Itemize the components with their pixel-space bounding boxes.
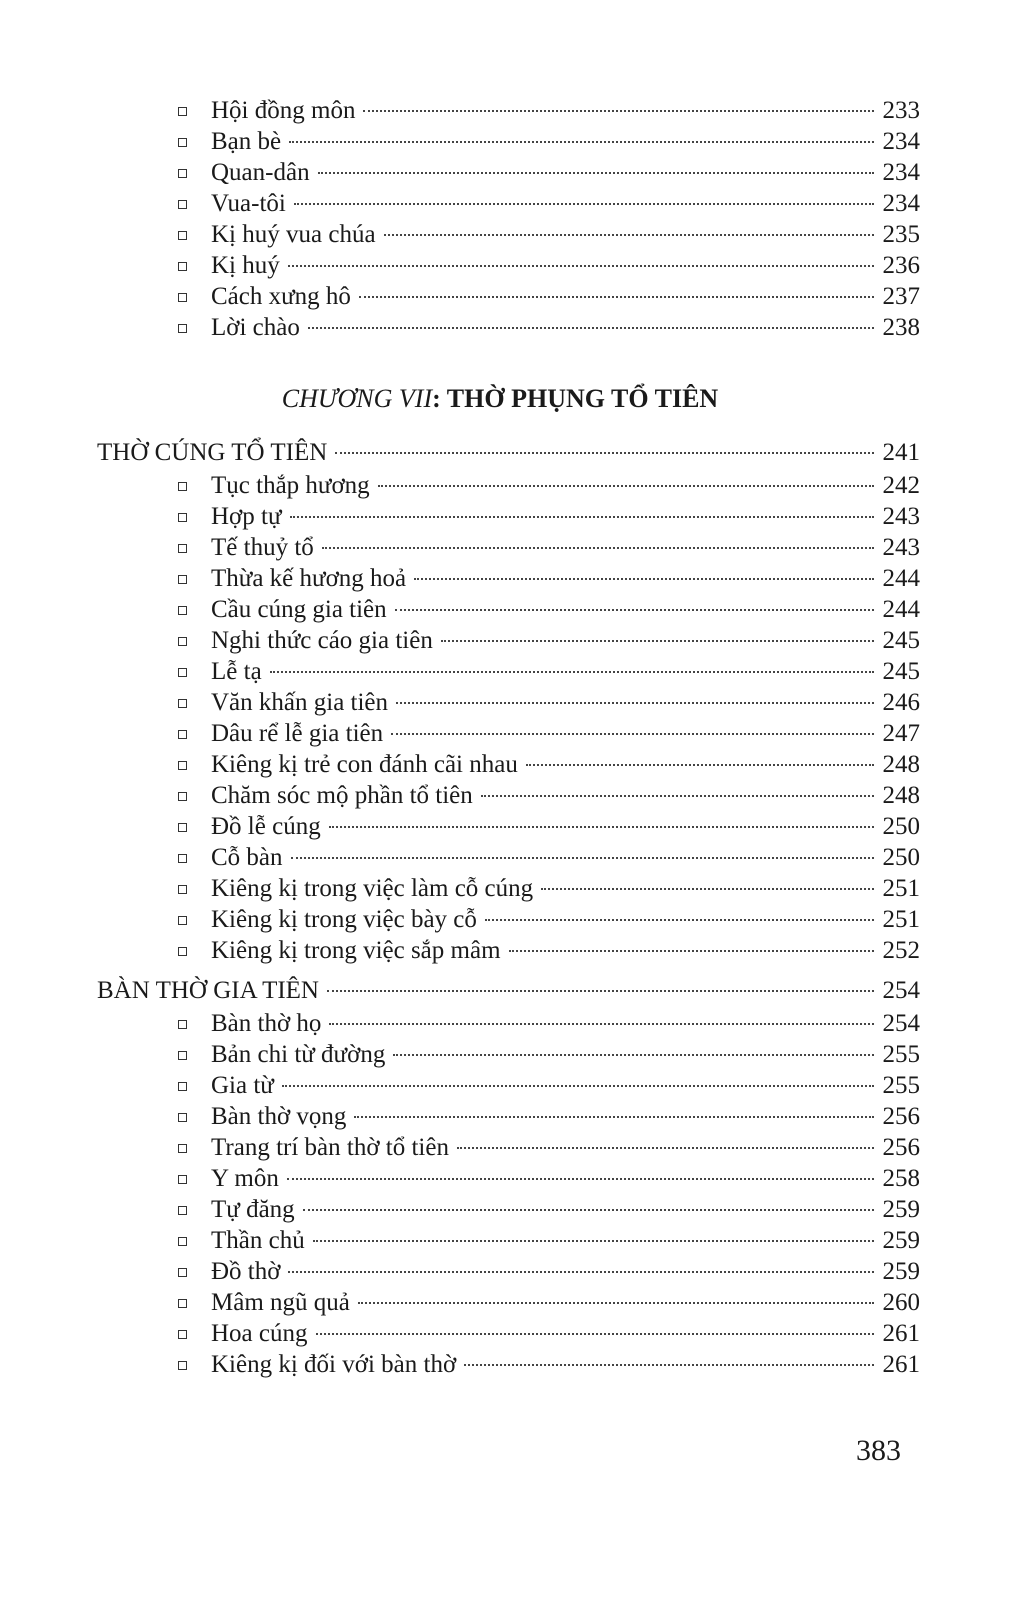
toc-entry[interactable]: Bàn thờ vọng 256 — [178, 1101, 920, 1132]
dot-leader — [313, 1240, 874, 1242]
dot-leader — [363, 110, 874, 112]
bullet-icon — [178, 107, 187, 116]
bullet-icon — [178, 1020, 187, 1029]
toc-entry[interactable]: Thừa kế hương hoả 244 — [178, 563, 920, 594]
toc-entry[interactable]: Lễ tạ 245 — [178, 656, 920, 687]
toc-entry[interactable]: Kiêng kị đối với bàn thờ 261 — [178, 1349, 920, 1380]
toc-entry[interactable]: Dâu rể lễ gia tiên 247 — [178, 718, 920, 749]
bullet-icon — [178, 200, 187, 209]
toc-entry[interactable]: Lời chào 238 — [178, 312, 920, 343]
bullet-icon — [178, 916, 187, 925]
bullet-icon — [178, 1144, 187, 1153]
toc-entry[interactable]: Văn khấn gia tiên 246 — [178, 687, 920, 718]
bullet-icon — [178, 606, 187, 615]
toc-entry[interactable]: Cách xưng hô 237 — [178, 281, 920, 312]
dot-leader — [318, 172, 874, 174]
bullet-icon — [178, 169, 187, 178]
bullet-icon — [178, 262, 187, 271]
dot-leader — [396, 702, 874, 704]
bullet-icon — [178, 1051, 187, 1060]
toc-entry[interactable]: Gia từ 255 — [178, 1070, 920, 1101]
dot-leader — [391, 733, 874, 735]
toc-entry[interactable]: Tự đăng 259 — [178, 1194, 920, 1225]
bullet-icon — [178, 324, 187, 333]
toc-entry[interactable]: Hợp tự 243 — [178, 501, 920, 532]
bullet-icon — [178, 730, 187, 739]
bullet-icon — [178, 1299, 187, 1308]
bullet-icon — [178, 138, 187, 147]
toc-entry[interactable]: Thần chủ 259 — [178, 1225, 920, 1256]
dot-leader — [329, 1023, 874, 1025]
dot-leader — [393, 1054, 874, 1056]
dot-leader — [384, 234, 874, 236]
toc-section-heading[interactable]: BÀN THỜ GIA TIÊN 254 — [97, 977, 920, 1004]
bullet-icon — [178, 513, 187, 522]
toc-entry[interactable]: Bản chi từ đường 255 — [178, 1039, 920, 1070]
toc-entry[interactable]: Kiêng kị trong việc làm cỗ cúng 251 — [178, 873, 920, 904]
dot-leader — [282, 1085, 874, 1087]
chapter-separator: : — [432, 384, 441, 413]
toc-entry[interactable]: Kị huý 236 — [178, 250, 920, 281]
toc-entry[interactable]: Vua-tôi 234 — [178, 188, 920, 219]
dot-leader — [335, 452, 874, 454]
toc-entry[interactable]: Cỗ bàn 250 — [178, 842, 920, 873]
dot-leader — [541, 888, 874, 890]
bullet-icon — [178, 1175, 187, 1184]
dot-leader — [316, 1333, 875, 1335]
bullet-icon — [178, 885, 187, 894]
dot-leader — [359, 296, 874, 298]
dot-leader — [509, 950, 874, 952]
toc-entry[interactable]: Kiêng kị trong việc sắp mâm 252 — [178, 935, 920, 966]
toc-entry[interactable]: Hội đồng môn 233 — [178, 95, 920, 126]
dot-leader — [270, 671, 874, 673]
dot-leader — [464, 1364, 874, 1366]
dot-leader — [294, 203, 874, 205]
dot-leader — [322, 547, 874, 549]
chapter-heading — [0, 382, 1000, 416]
bullet-icon — [178, 668, 187, 677]
dot-leader — [395, 609, 874, 611]
toc-entry[interactable]: Chăm sóc mộ phần tổ tiên 248 — [178, 780, 920, 811]
toc-entry[interactable]: Mâm ngũ quả 260 — [178, 1287, 920, 1318]
dot-leader — [308, 327, 874, 329]
dot-leader — [354, 1116, 874, 1118]
toc-entry[interactable]: Y môn 258 — [178, 1163, 920, 1194]
toc-entry[interactable]: Kiêng kị trong việc bày cỗ 251 — [178, 904, 920, 935]
toc-entry[interactable]: Cầu cúng gia tiên 244 — [178, 594, 920, 625]
toc-entry[interactable]: Tục thắp hương 242 — [178, 470, 920, 501]
chapter-title: THỜ PHỤNG TỔ TIÊN — [440, 384, 719, 413]
dot-leader — [289, 141, 874, 143]
bullet-icon — [178, 1268, 187, 1277]
bullet-icon — [178, 1330, 187, 1339]
bullet-icon — [178, 482, 187, 491]
toc-entry[interactable]: Hoa cúng 261 — [178, 1318, 920, 1349]
dot-leader — [329, 826, 874, 828]
bullet-icon — [178, 575, 187, 584]
bullet-icon — [178, 231, 187, 240]
bullet-icon — [178, 761, 187, 770]
page-number: 383 — [856, 1434, 901, 1467]
bullet-icon — [178, 792, 187, 801]
dot-leader — [290, 516, 874, 518]
toc-entry[interactable]: Đồ lễ cúng 250 — [178, 811, 920, 842]
toc-section-heading[interactable]: THỜ CÚNG TỔ TIÊN 241 — [97, 439, 920, 466]
dot-leader — [291, 857, 874, 859]
dot-leader — [287, 1178, 874, 1180]
toc-entry[interactable]: Nghi thức cáo gia tiên 245 — [178, 625, 920, 656]
toc-entry[interactable]: Bạn bè 234 — [178, 126, 920, 157]
toc-entry[interactable]: Bàn thờ họ 254 — [178, 1008, 920, 1039]
dot-leader — [288, 265, 874, 267]
bullet-icon — [178, 823, 187, 832]
toc-entry[interactable]: Quan-dân 234 — [178, 157, 920, 188]
toc-entry[interactable]: Đồ thờ 259 — [178, 1256, 920, 1287]
toc-entry[interactable]: Trang trí bàn thờ tổ tiên 256 — [178, 1132, 920, 1163]
bullet-icon — [178, 854, 187, 863]
chapter-label: CHƯƠNG VII — [281, 384, 433, 413]
toc-entry[interactable]: Kiêng kị trẻ con đánh cãi nhau 248 — [178, 749, 920, 780]
dot-leader — [288, 1271, 874, 1273]
dot-leader — [481, 795, 874, 797]
bullet-icon — [178, 1361, 187, 1370]
bullet-icon — [178, 699, 187, 708]
dot-leader — [327, 990, 874, 992]
dot-leader — [485, 919, 874, 921]
bullet-icon — [178, 544, 187, 553]
dot-leader — [441, 640, 874, 642]
toc-entry[interactable]: Kị huý vua chúa 235 — [178, 219, 920, 250]
bullet-icon — [178, 1082, 187, 1091]
bullet-icon — [178, 1113, 187, 1122]
dot-leader — [414, 578, 874, 580]
bullet-icon — [178, 947, 187, 956]
bullet-icon — [178, 637, 187, 646]
dot-leader — [358, 1302, 874, 1304]
dot-leader — [378, 485, 874, 487]
bullet-icon — [178, 1237, 187, 1246]
bullet-icon — [178, 293, 187, 302]
dot-leader — [303, 1209, 874, 1211]
dot-leader — [526, 764, 874, 766]
toc-entry[interactable]: Tế thuỷ tổ 243 — [178, 532, 920, 563]
bullet-icon — [178, 1206, 187, 1215]
dot-leader — [457, 1147, 874, 1149]
